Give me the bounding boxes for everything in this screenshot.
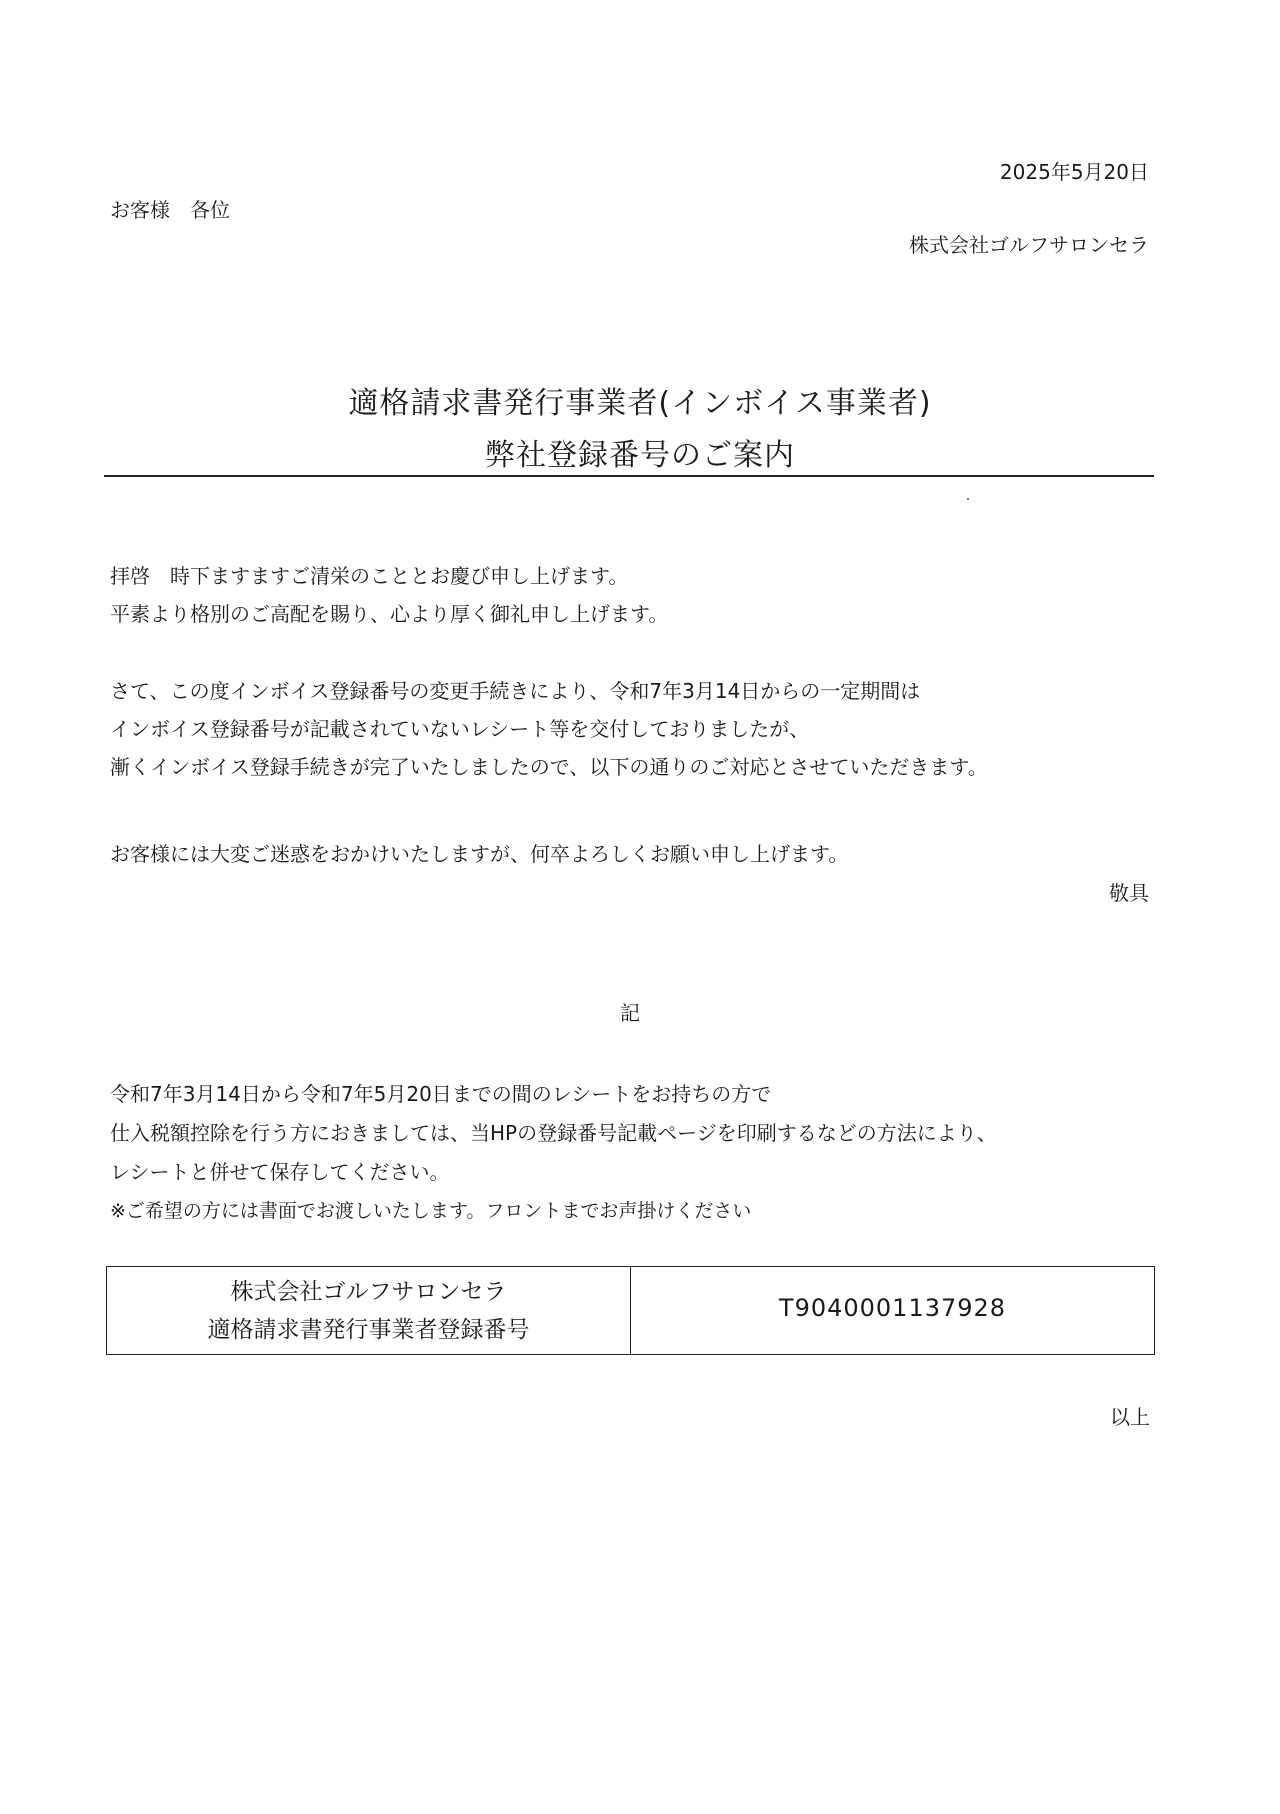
record-line-3: レシートと併せて保存してください。 <box>110 1160 450 1184</box>
document-title-line-2: 弊社登録番号のご案内 <box>485 438 795 473</box>
registration-company: 株式会社ゴルフサロンセラ <box>230 1278 507 1305</box>
explanation-line-3: 漸くインボイス登録手続きが完了いたしましたので、以下の通りのご対応とさせていただきます。 <box>110 755 988 779</box>
apology-text: お客様には大変ご迷惑をおかけいたしますが、何卒よろしくお願い申し上げます。 <box>110 842 849 866</box>
registration-label: 適格請求書発行事業者登録番号 <box>207 1316 530 1343</box>
record-line-1: 令和7年3月14日から令和7年5月20日までの間のレシートをお持ちの方で <box>110 1082 772 1106</box>
greeting-line-1: 拝啓 時下ますますご清栄のこととお慶び申し上げます。 <box>110 564 629 588</box>
registration-number-cell <box>631 1267 1154 1354</box>
greeting-line-2: 平素より格別のご高配を賜り、心より厚く御礼申し上げます。 <box>110 602 669 626</box>
closing-keigu: 敬具 <box>1109 881 1149 905</box>
title-underline <box>104 475 1154 477</box>
record-heading: 記 <box>620 1001 640 1025</box>
record-note: ※ご希望の方には書面でお渡しいたします。フロントまでお声掛けください <box>110 1200 752 1222</box>
explanation-line-1: さて、この度インボイス登録番号の変更手続きにより、令和7年3月14日からの一定期間は <box>110 679 921 703</box>
recipient: お客様 各位 <box>110 198 230 222</box>
document-date: 2025年5月20日 <box>999 160 1149 184</box>
registration-table <box>106 1266 1155 1355</box>
registration-label-cell <box>107 1267 631 1354</box>
registration-number: T9040001137928 <box>778 1293 1007 1322</box>
sender-company: 株式会社ゴルフサロンセラ <box>909 233 1149 257</box>
record-line-2: 仕入税額控除を行う方におきましては、当HPの登録番号記載ページを印刷するなどの方法により、 <box>110 1121 997 1145</box>
end-mark: 以上 <box>1110 1405 1150 1429</box>
explanation-line-2: インボイス登録番号が記載されていないレシート等を交付しておりましたが、 <box>110 717 810 741</box>
document-title-line-1: 適格請求書発行事業者(インボイス事業者) <box>348 386 932 421</box>
scan-speck <box>967 498 969 500</box>
